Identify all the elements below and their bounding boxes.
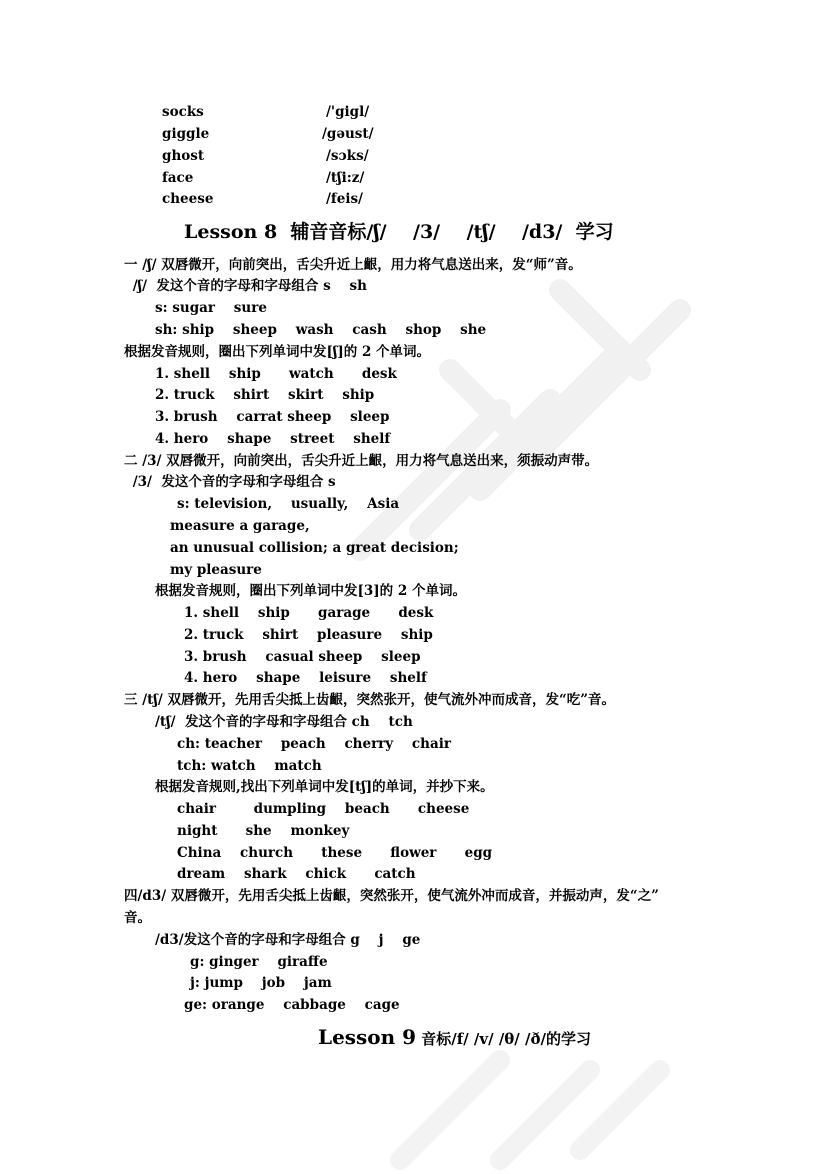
section2-example: measure a garage,: [170, 518, 310, 534]
section1-example: sh: ship sheep wash cash shop she: [155, 322, 487, 338]
section3-example: tch: watch match: [177, 758, 322, 774]
exercise-item: 3. brush carrat sheep sleep: [155, 409, 390, 425]
vocab-ipa: /gəust/: [322, 126, 374, 142]
section2-description: 二 /3/ 双唇微开，向前突出，舌尖升近上齦，用力将气息送出来，须振动声带。: [124, 453, 599, 469]
section2-letters: /3/ 发这个音的字母和字母组合 s: [128, 474, 336, 490]
section3-description: 三 /tʃ/ 双唇微开，先用舌尖抵上齿齦，突然张开，使气流外冲而成音，发“吃”音。: [124, 692, 615, 708]
section2-rule: 根据发音规则，圈出下列单词中发[3]的 2 个单词。: [155, 583, 466, 599]
vocab-ipa: /feis/: [326, 191, 363, 207]
section3-letters: /tʃ/ 发这个音的字母和字母组合 ch tch: [155, 714, 413, 730]
exercise-item: night she monkey: [177, 823, 350, 839]
section1-description: 一 /ʃ/ 双唇微开，向前突出，舌尖升近上齦，用力将气息送出来，发“师”音。: [124, 257, 582, 273]
vocab-word: cheese: [162, 191, 214, 207]
section2-example: an unusual collision; a great decision;: [170, 540, 459, 556]
exercise-item: 2. truck shirt pleasure ship: [184, 627, 433, 643]
exercise-item: 3. brush casual sheep sleep: [184, 649, 421, 665]
section4-example: ge: orange cabbage cage: [184, 997, 400, 1013]
lesson9-title-text: 音标/f/ /v/ /θ/ /ð/的学习: [416, 1030, 591, 1048]
exercise-item: 4. hero shape leisure shelf: [184, 670, 427, 686]
section2-example: my pleasure: [170, 562, 262, 578]
lesson8-title: Lesson 8 辅音音标/ʃ/ /3/ /tʃ/ /d3/ 学习: [184, 221, 614, 243]
exercise-item: 1. shell ship watch desk: [155, 366, 397, 382]
exercise-item: 2. truck shirt skirt ship: [155, 387, 375, 403]
section4-example: g: ginger giraffe: [190, 954, 328, 970]
exercise-item: China church these flower egg: [177, 845, 493, 861]
vocab-word: socks: [162, 104, 204, 120]
section4-example: j: jump job jam: [190, 975, 332, 991]
section1-letters: /ʃ/ 发这个音的字母和字母组合 s sh: [128, 278, 367, 294]
exercise-item: 4. hero shape street shelf: [155, 431, 391, 447]
exercise-item: chair dumpling beach cheese: [177, 801, 470, 817]
lesson9-title-label: Lesson 9: [318, 1025, 417, 1049]
section4-description: 四/d3/ 双唇微开，先用舌尖抵上齿齦，突然张开，使气流外冲而成音，并振动声，发“之”: [124, 888, 659, 904]
exercise-item: 1. shell ship garage desk: [184, 605, 434, 621]
section3-example: ch: teacher peach cherry chair: [177, 736, 451, 752]
exercise-item: dream shark chick catch: [177, 866, 416, 882]
vocab-ipa: /tʃi:z/: [326, 170, 365, 186]
section4-letters: /d3/发这个音的字母和字母组合 g j ge: [155, 932, 421, 948]
section3-rule: 根据发音规则,找出下列单词中发[tʃ]的单词，并抄下来。: [155, 779, 494, 795]
vocab-ipa: /sɔks/: [326, 148, 369, 164]
section2-example: s: television, usually, Asia: [177, 496, 400, 512]
section4-description-cont: 音。: [124, 910, 151, 926]
section1-example: s: sugar sure: [155, 300, 267, 316]
vocab-ipa: /'gigl/: [326, 104, 370, 120]
vocab-word: giggle: [162, 126, 210, 142]
vocab-word: ghost: [162, 148, 205, 164]
section1-rule: 根据发音规则，圈出下列单词中发[ʃ]的 2 个单词。: [124, 344, 431, 360]
vocab-word: face: [162, 170, 194, 186]
lesson9-title: [318, 1024, 591, 1052]
